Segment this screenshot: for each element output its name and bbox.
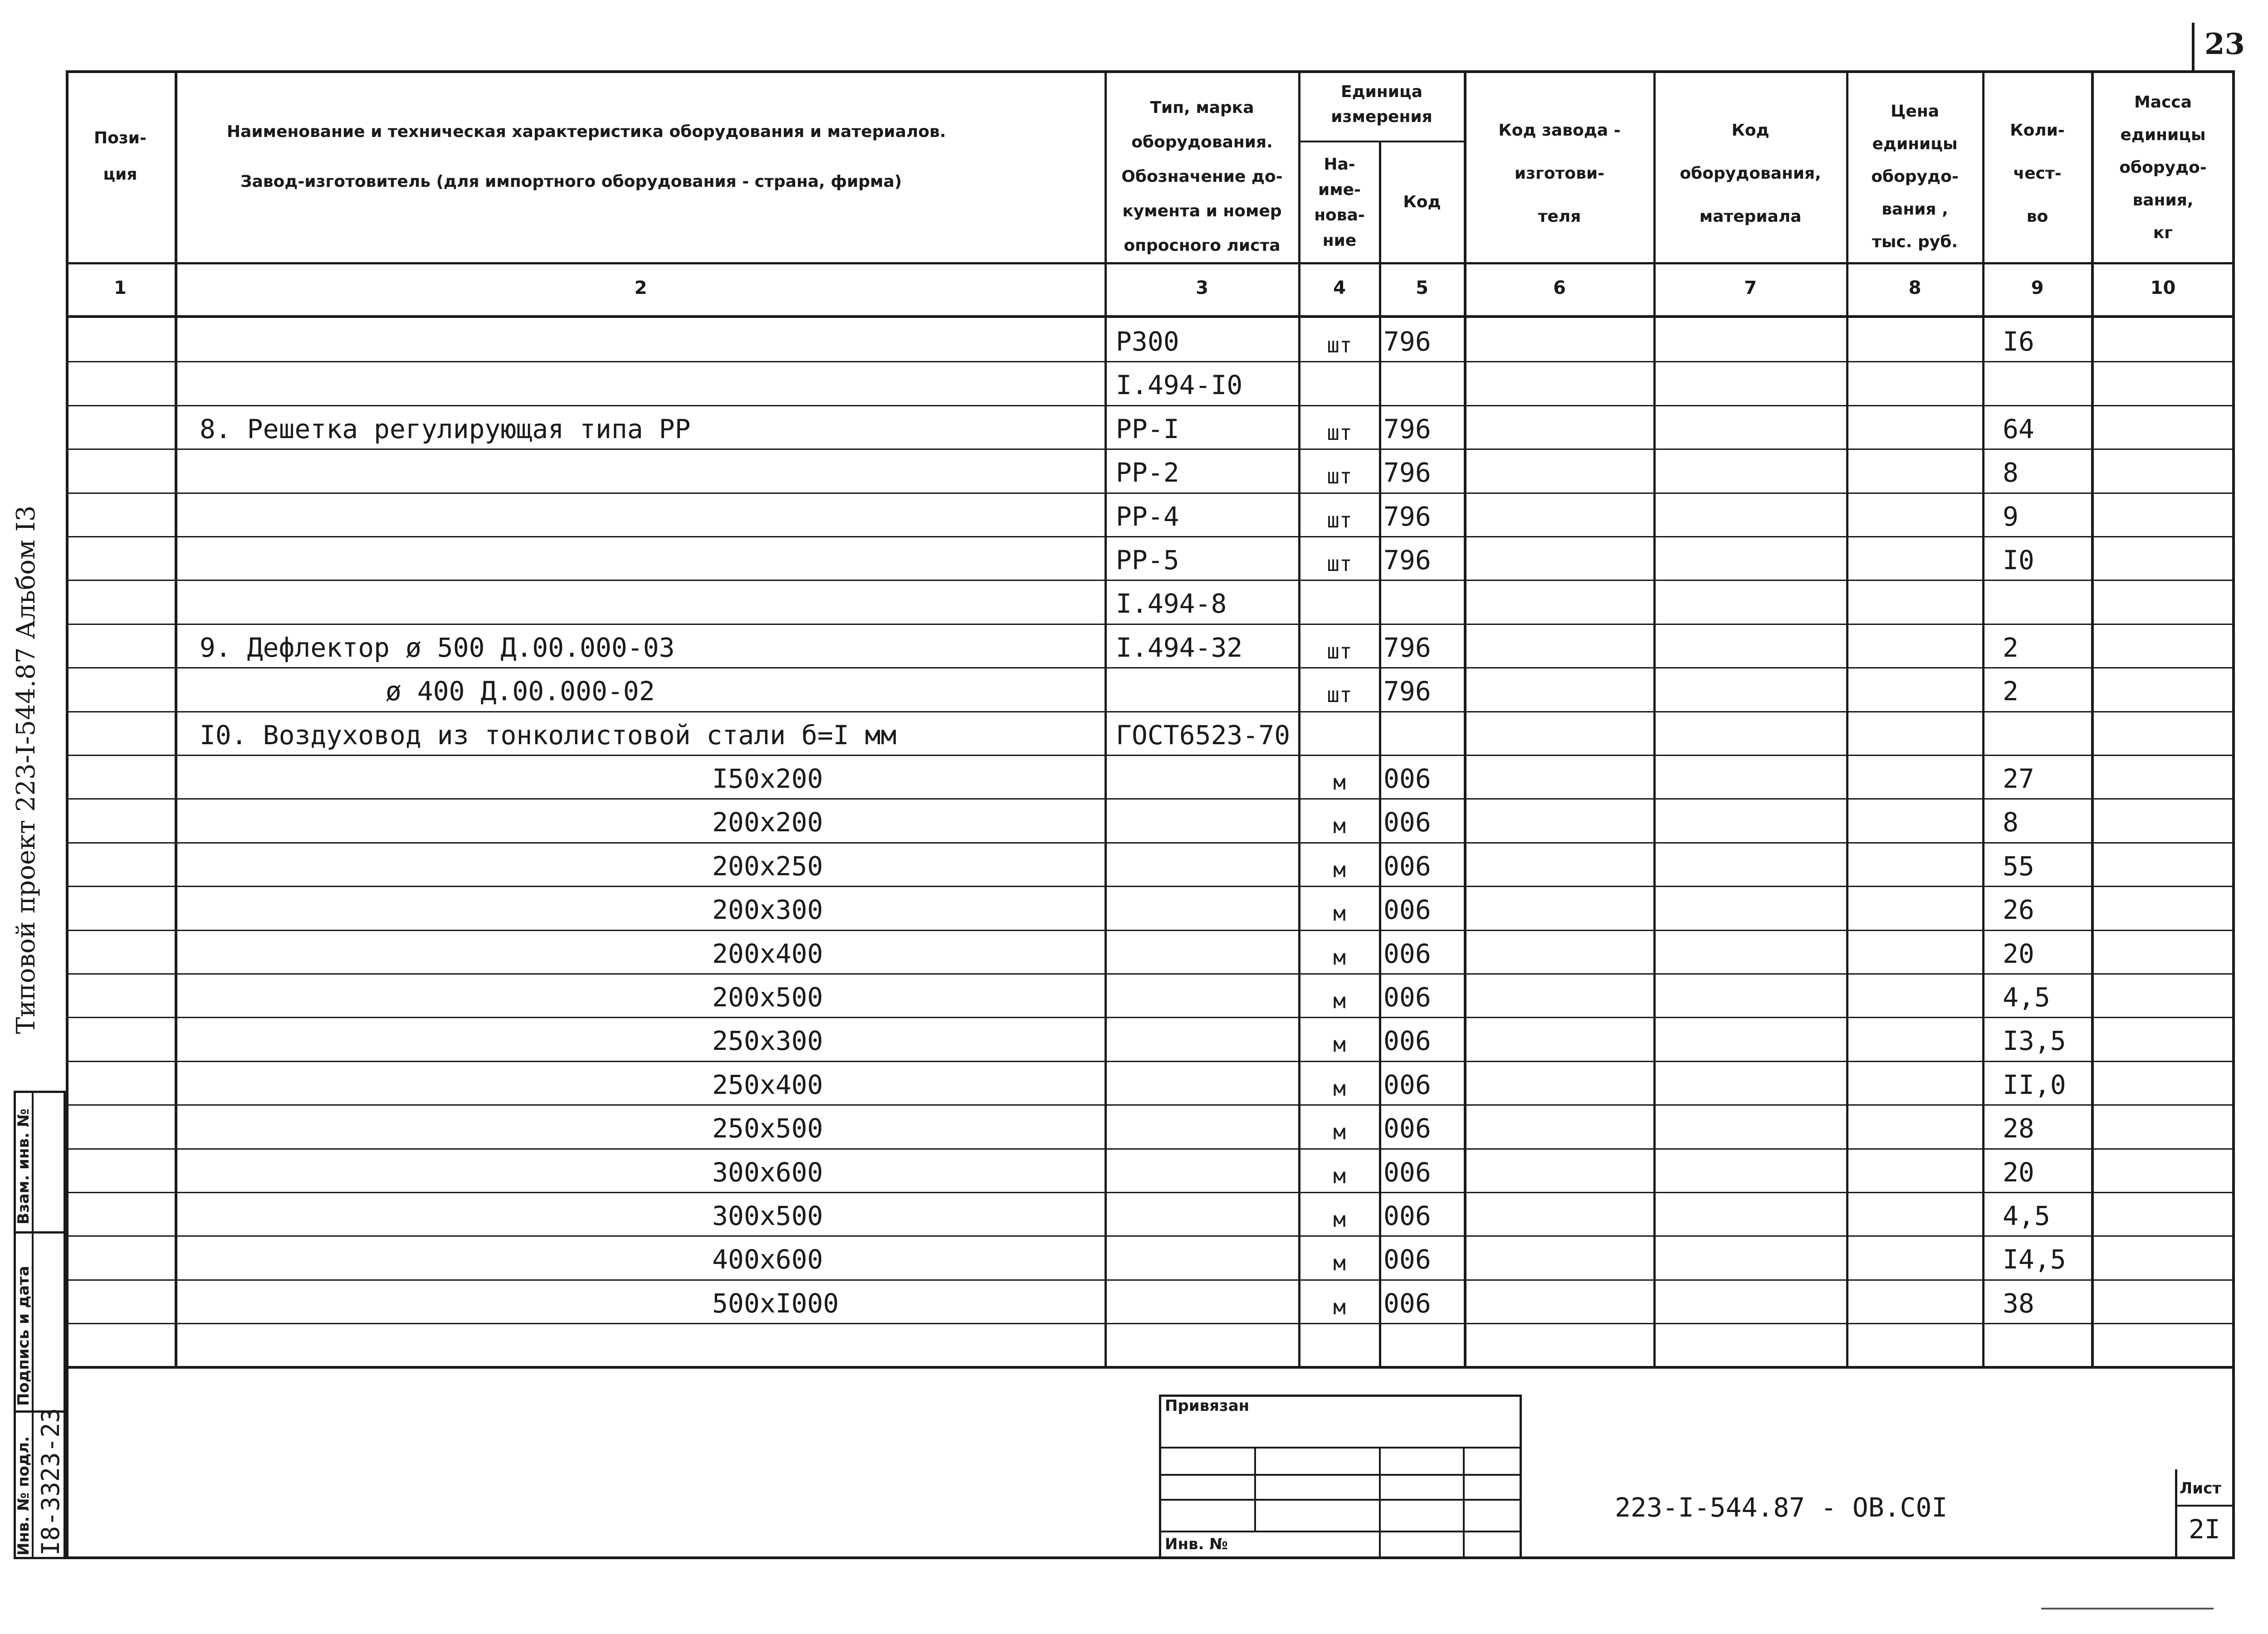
item-unit-code: 796 [1383, 326, 1431, 357]
header-unit: Единица измерения [1331, 83, 1432, 126]
item-unit-code: 006 [1383, 982, 1431, 1013]
item-quantity: 2 [2003, 632, 2019, 663]
item-unit: шт [1327, 333, 1352, 357]
privyazan-label: Привязан [1165, 1397, 1250, 1415]
row-divider [66, 1104, 2235, 1106]
sheet-label: Лист [2180, 1479, 2221, 1497]
item-quantity: 26 [2003, 894, 2034, 925]
item-unit-code: 006 [1383, 1288, 1431, 1319]
colnum-2: 2 [634, 278, 647, 298]
item-name: 200x400 [712, 938, 823, 969]
item-unit: шт [1327, 639, 1352, 663]
item-unit-code: 006 [1383, 851, 1431, 882]
sheet-number: 2I [2189, 1514, 2220, 1545]
item-quantity: 28 [2003, 1113, 2034, 1144]
row-divider [66, 886, 2235, 887]
row-divider [66, 580, 2235, 581]
item-unit-code: 006 [1383, 894, 1431, 925]
header-manufacturer: Завод-изготовитель (для импортного оборудования - страна, фирма) [240, 172, 902, 191]
row-divider [66, 405, 2235, 406]
stamp-vline-1 [1254, 1447, 1256, 1531]
stamp-line-3 [1159, 1499, 1522, 1501]
item-unit: м [1333, 1032, 1346, 1057]
item-name: 300x500 [712, 1200, 823, 1231]
item-name: I50x200 [712, 763, 823, 794]
item-name: 200x300 [712, 894, 823, 925]
header-price: Цена единицы оборудо- вания , тыс. руб. [1871, 102, 1959, 251]
item-unit-code: 796 [1383, 414, 1431, 444]
colnum-4: 4 [1333, 278, 1346, 298]
item-unit: шт [1327, 464, 1352, 488]
item-unit-code: 796 [1383, 457, 1431, 488]
item-quantity: 64 [2003, 414, 2034, 444]
item-unit: м [1333, 945, 1346, 970]
item-unit-code: 006 [1383, 763, 1431, 794]
item-unit: шт [1327, 420, 1352, 445]
colnum-10: 10 [2150, 278, 2176, 298]
item-quantity: I0 [2003, 545, 2034, 576]
colnum-5: 5 [1416, 278, 1428, 298]
album-title: Типовой проект 223-I-544.87 Альбом I3 [11, 505, 41, 1034]
stamp-vline-3 [1463, 1447, 1465, 1559]
col-line-8 [1982, 70, 1984, 1367]
colnum-6: 6 [1553, 278, 1566, 298]
sheet-box-line [2175, 1505, 2235, 1507]
item-unit-code: 006 [1383, 1244, 1431, 1275]
podpis-label: Подпись и дата [15, 1266, 33, 1406]
item-type: РР-4 [1116, 501, 1179, 532]
col-line-9 [2091, 70, 2094, 1367]
item-unit: м [1333, 1164, 1346, 1188]
row-divider [66, 1192, 2235, 1193]
item-name: 300x600 [712, 1157, 823, 1188]
row-divider [66, 842, 2235, 844]
item-quantity: II,0 [2003, 1069, 2066, 1100]
row-divider [66, 1148, 2235, 1150]
item-quantity: 55 [2003, 851, 2034, 882]
document-code: 223-I-544.87 - ОВ.С0I [1615, 1492, 1948, 1523]
item-name: 200x200 [712, 807, 823, 838]
item-name: ø 400 Д.00.000-02 [386, 676, 655, 707]
row-divider [66, 493, 2235, 494]
row-divider [66, 624, 2235, 625]
row-divider [66, 449, 2235, 450]
item-unit: м [1333, 770, 1346, 795]
item-quantity: 27 [2003, 763, 2034, 794]
item-type: ГОСТ6523-70 [1116, 720, 1290, 751]
item-unit-code: 796 [1383, 545, 1431, 576]
bottom-underline [2041, 1608, 2214, 1610]
colnum-bottom-line [66, 315, 2235, 318]
colnum-7: 7 [1744, 278, 1757, 298]
item-type: РР-5 [1116, 545, 1179, 576]
item-unit-code: 796 [1383, 501, 1431, 532]
table-bottom-line [66, 1366, 2235, 1369]
col-line-2 [1105, 70, 1107, 1367]
item-unit-code: 006 [1383, 1200, 1431, 1231]
colnum-8: 8 [1908, 278, 1921, 298]
page-number-border [2192, 23, 2195, 73]
item-unit-code: 006 [1383, 938, 1431, 969]
row-divider [66, 1235, 2235, 1237]
item-quantity: 38 [2003, 1288, 2034, 1319]
page-number: 23 [2204, 27, 2245, 61]
stamp-line-2 [1159, 1474, 1522, 1476]
item-name: 200x250 [712, 851, 823, 882]
item-name: 250x300 [712, 1025, 823, 1056]
row-divider [66, 667, 2235, 668]
item-unit: м [1333, 1251, 1346, 1275]
item-unit: м [1333, 989, 1346, 1013]
stamp-line-1 [1159, 1447, 1522, 1449]
item-unit-code: 006 [1383, 1113, 1431, 1144]
item-name: 500xI000 [712, 1288, 839, 1319]
col-line-4 [1379, 141, 1381, 1367]
header-type: Тип, марка оборудования. Обозначение до- кумента и номер опросного листа [1121, 98, 1283, 255]
col-line-1 [175, 70, 177, 1367]
col-line-3 [1298, 70, 1300, 1367]
item-name: 250x500 [712, 1113, 823, 1144]
col-line-6 [1653, 70, 1656, 1367]
item-unit: м [1333, 858, 1346, 882]
item-quantity: 2 [2003, 676, 2019, 707]
item-type: РР-I [1116, 414, 1179, 444]
row-divider [66, 711, 2235, 712]
item-type: Р300 [1116, 326, 1179, 357]
header-unit-code: Код [1403, 193, 1441, 211]
row-divider [66, 973, 2235, 975]
item-name: 250x400 [712, 1069, 823, 1100]
header-mass: Масса единицы оборудо- вания, кг [2119, 93, 2207, 242]
row-divider [66, 755, 2235, 756]
row-divider [66, 1017, 2235, 1018]
row-divider [66, 361, 2235, 362]
item-quantity: 9 [2003, 501, 2019, 532]
header-position: Пози- ция [94, 129, 147, 184]
item-name: 8. Решетка регулирующая типа РР [200, 414, 691, 444]
header-unit-name: На- име- нова- ние [1314, 155, 1365, 250]
item-quantity: 20 [2003, 938, 2034, 969]
item-unit: шт [1327, 551, 1352, 576]
header-equipment-code: Код оборудования, материала [1680, 121, 1821, 226]
colnum-3: 3 [1196, 278, 1208, 298]
item-unit-code: 006 [1383, 1069, 1431, 1100]
item-unit: шт [1327, 683, 1352, 707]
inv-podl-label: Инв. № подл. [15, 1436, 33, 1556]
item-unit: м [1333, 1076, 1346, 1101]
item-unit-code: 006 [1383, 1025, 1431, 1056]
item-unit: м [1333, 901, 1346, 926]
colnum-1: 1 [114, 278, 127, 298]
left-stamp-divider-h1 [14, 1231, 66, 1234]
item-unit-code: 796 [1383, 676, 1431, 707]
item-unit: м [1333, 814, 1346, 838]
row-divider [66, 1061, 2235, 1062]
item-quantity: I3,5 [2003, 1025, 2066, 1056]
item-quantity: I6 [2003, 326, 2034, 357]
vzam-inv-label: Взам. инв. № [15, 1108, 33, 1224]
item-unit-code: 006 [1383, 1157, 1431, 1188]
item-unit: м [1333, 1207, 1346, 1232]
header-quantity: Коли- чест- во [2010, 121, 2065, 226]
item-unit: м [1333, 1120, 1346, 1144]
item-type: I.494-32 [1116, 632, 1243, 663]
binding-stamp [1159, 1395, 1522, 1559]
item-quantity: 20 [2003, 1157, 2034, 1188]
item-quantity: 8 [2003, 807, 2019, 838]
item-name: I0. Воздуховод из тонколистовой стали б=I мм [200, 720, 897, 751]
item-unit-code: 796 [1383, 632, 1431, 663]
row-divider [66, 1279, 2235, 1281]
stamp-line-4 [1159, 1531, 1522, 1532]
item-name: 400x600 [712, 1244, 823, 1275]
item-quantity: 4,5 [2003, 1200, 2050, 1231]
inv-no-label: Инв. № [1165, 1535, 1228, 1553]
item-quantity: 4,5 [2003, 982, 2050, 1013]
header-manufacturer-code: Код завода - изготови- теля [1498, 121, 1621, 226]
colnum-9: 9 [2031, 278, 2044, 298]
left-stamp-code: I8-3323-23 [36, 1408, 65, 1556]
col-line-7 [1846, 70, 1848, 1367]
row-divider [66, 930, 2235, 931]
col-line-5 [1464, 70, 1466, 1367]
item-unit: шт [1327, 508, 1352, 532]
item-type: РР-2 [1116, 457, 1179, 488]
item-quantity: I4,5 [2003, 1244, 2066, 1275]
row-divider [66, 536, 2235, 537]
item-name: 200x500 [712, 982, 823, 1013]
item-type: I.494-I0 [1116, 370, 1243, 400]
item-unit: м [1333, 1295, 1346, 1319]
item-unit-code: 006 [1383, 807, 1431, 838]
row-divider [66, 1323, 2235, 1324]
row-divider [66, 798, 2235, 800]
item-quantity: 8 [2003, 457, 2019, 488]
item-name: 9. Дефлектор ø 500 Д.00.000-03 [200, 632, 675, 663]
stamp-vline-2 [1379, 1447, 1381, 1559]
item-type: I.494-8 [1116, 588, 1227, 619]
header-name: Наименование и техническая характеристика оборудования и материалов. [227, 122, 946, 141]
